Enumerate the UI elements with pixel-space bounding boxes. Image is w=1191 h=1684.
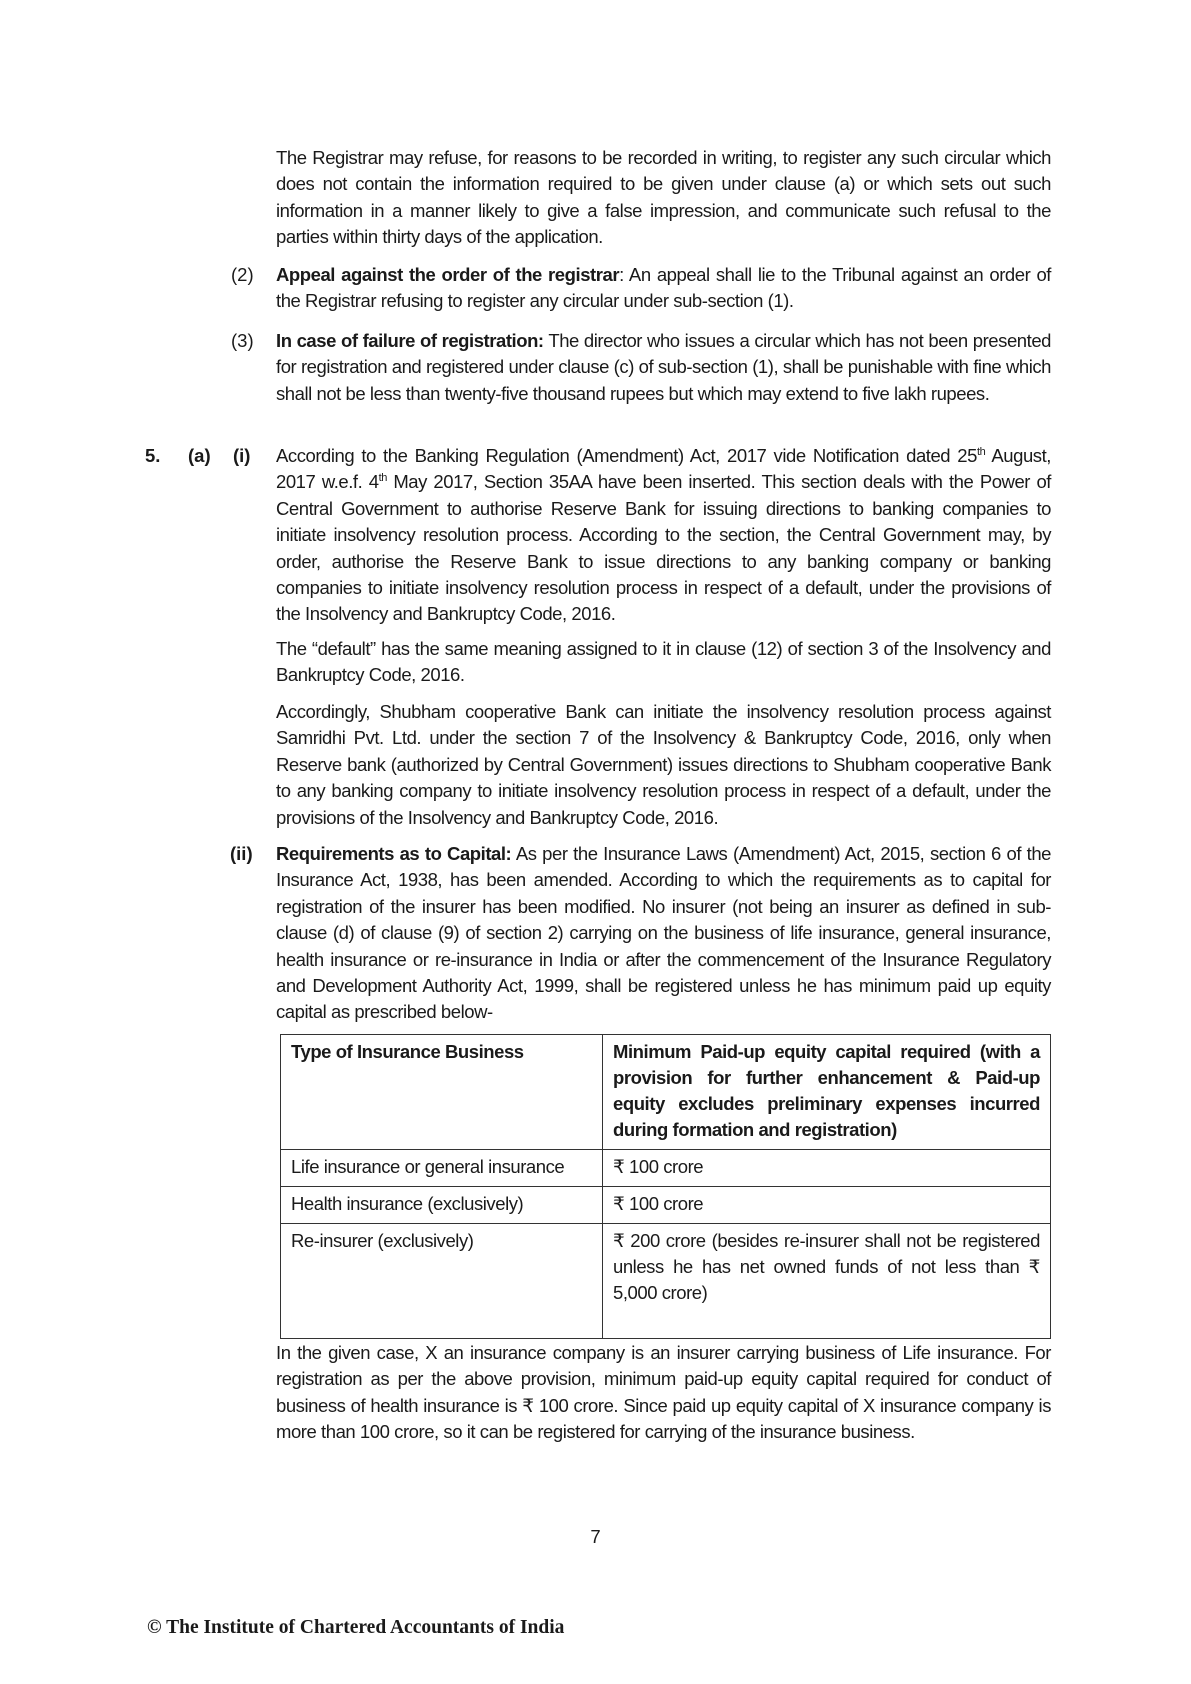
sub-ii-heading: Requirements as to Capital: [276, 843, 512, 864]
sub-i-text-a: According to the Banking Regulation (Amendment) Act, 2017 vide Notification dated 25 [276, 445, 977, 466]
table-row [281, 1150, 1051, 1187]
item-2-number: (2) [231, 264, 254, 285]
table-cell-capital: ₹ 100 crore [603, 1187, 1051, 1224]
sub-i-text-b: August, 2017 w.e.f. 4 [276, 445, 1051, 493]
part-a-label: (a) [188, 445, 211, 466]
table-cell-type: Life insurance or general insurance [281, 1150, 603, 1187]
item-2-paragraph [276, 262, 1051, 315]
footer-copyright: © The Institute of Chartered Accountants of India [147, 1617, 565, 1638]
ordinal-suffix: th [976, 445, 986, 458]
registrar-refusal-paragraph: The Registrar may refuse, for reasons to be recorded in writing, to register any such circular which does not contain the information required to be given under clause (a) or which sets out such information in a manner likely to give a false impression, and communicate such refusal to the parties within thirty days of the application. [276, 147, 1051, 248]
table-row [281, 1187, 1051, 1224]
table-cell-type: Re-insurer (exclusively) [281, 1224, 603, 1339]
sub-ii-text: As per the Insurance Laws (Amendment) Act, 2015, section 6 of the Insurance Act, 1938, has been amended. According to which the requirements as to capital for registration of the insurer has been modified. No insurer (not being an insurer as defined in sub-clause (d) of clause (9) of section 2) carrying on the business of life insurance, general insurance, health insurance or re-insurance in India or after the commencement of the Insurance Regulatory and Development Authority Act, 1999, shall be registered unless he has minimum paid up equity capital as prescribed below- [276, 843, 1052, 1023]
sub-ii-paragraph [276, 841, 1051, 1026]
table-cell-capital: ₹ 100 crore [603, 1150, 1051, 1187]
table-header-type: Type of Insurance Business [281, 1035, 603, 1150]
table-cell-capital: ₹ 200 crore (besides re-insurer shall not be registered unless he has net owned funds of not less than ₹ 5,000 crore) [603, 1224, 1051, 1339]
sub-i-paragraph-3: Accordingly, Shubham cooperative Bank can initiate the insolvency resolution process against Samridhi Pvt. Ltd. under the section 7 of the Insolvency & Bankruptcy Code, 2016, only when Reserve bank (authorized by Central Government) issues directions to Shubham cooperative Bank to any banking company to initiate insolvency resolution process in respect of a default, under the provisions of the Insolvency and Bankruptcy Code, 2016. [276, 701, 1051, 828]
sub-i-paragraph-1 [276, 443, 1051, 628]
sub-i-text-c: May 2017, Section 35AA have been inserted. This section deals with the Power of Central Government to authorise Reserve Bank for issuing directions to banking companies to initiate insolvency resolution process. According to the section, the Central Government may, by order, authorise the Reserve Bank to issue directions to any banking company or banking companies to initiate insolvency resolution process in respect of a default, under the provisions of the Insolvency and Bankruptcy Code, 2016. [276, 471, 1051, 625]
item-3-heading: In case of failure of registration: [276, 330, 544, 351]
page-number: 7 [590, 1526, 601, 1547]
ordinal-suffix: th [378, 472, 387, 485]
sub-i-label: (i) [233, 445, 251, 466]
item-3-paragraph [276, 328, 1051, 407]
item-2-heading: Appeal against the order of the registrar [276, 264, 620, 285]
item-3-text: The director who issues a circular which has not been presented for registration and registered under clause (c) of sub-section (1), shall be punishable with fine which shall not be less than twenty-five thousand rupees but which may extend to five lakh rupees. [276, 330, 1051, 404]
item-2-text: : An appeal shall lie to the Tribunal against an order of the Registrar refusing to register any circular under sub-section (1). [276, 264, 1051, 312]
table-row [281, 1224, 1051, 1339]
item-3-number: (3) [231, 330, 254, 351]
table-cell-type: Health insurance (exclusively) [281, 1187, 603, 1224]
question-5-number: 5. [145, 445, 161, 466]
sub-ii-label: (ii) [230, 843, 253, 864]
conclusion-paragraph: In the given case, X an insurance company is an insurer carrying business of Life insurance. For registration as per the above provision, minimum paid-up equity capital required for conduct of business of health insurance is ₹ 100 crore. Since paid up equity capital of X insurance company is more than 100 crore, so it can be registered for carrying of the insurance business. [276, 1342, 1051, 1443]
sub-i-paragraph-2: The “default” has the same meaning assigned to it in clause (12) of section 3 of the Insolvency and Bankruptcy Code, 2016. [276, 638, 1051, 686]
table-header-row [281, 1035, 1051, 1150]
capital-requirements-table [280, 1034, 1051, 1339]
table-header-capital: Minimum Paid-up equity capital required (with a provision for further enhancement & Paid-up equity excludes preliminary expenses incurred during formation and registration) [603, 1035, 1051, 1150]
